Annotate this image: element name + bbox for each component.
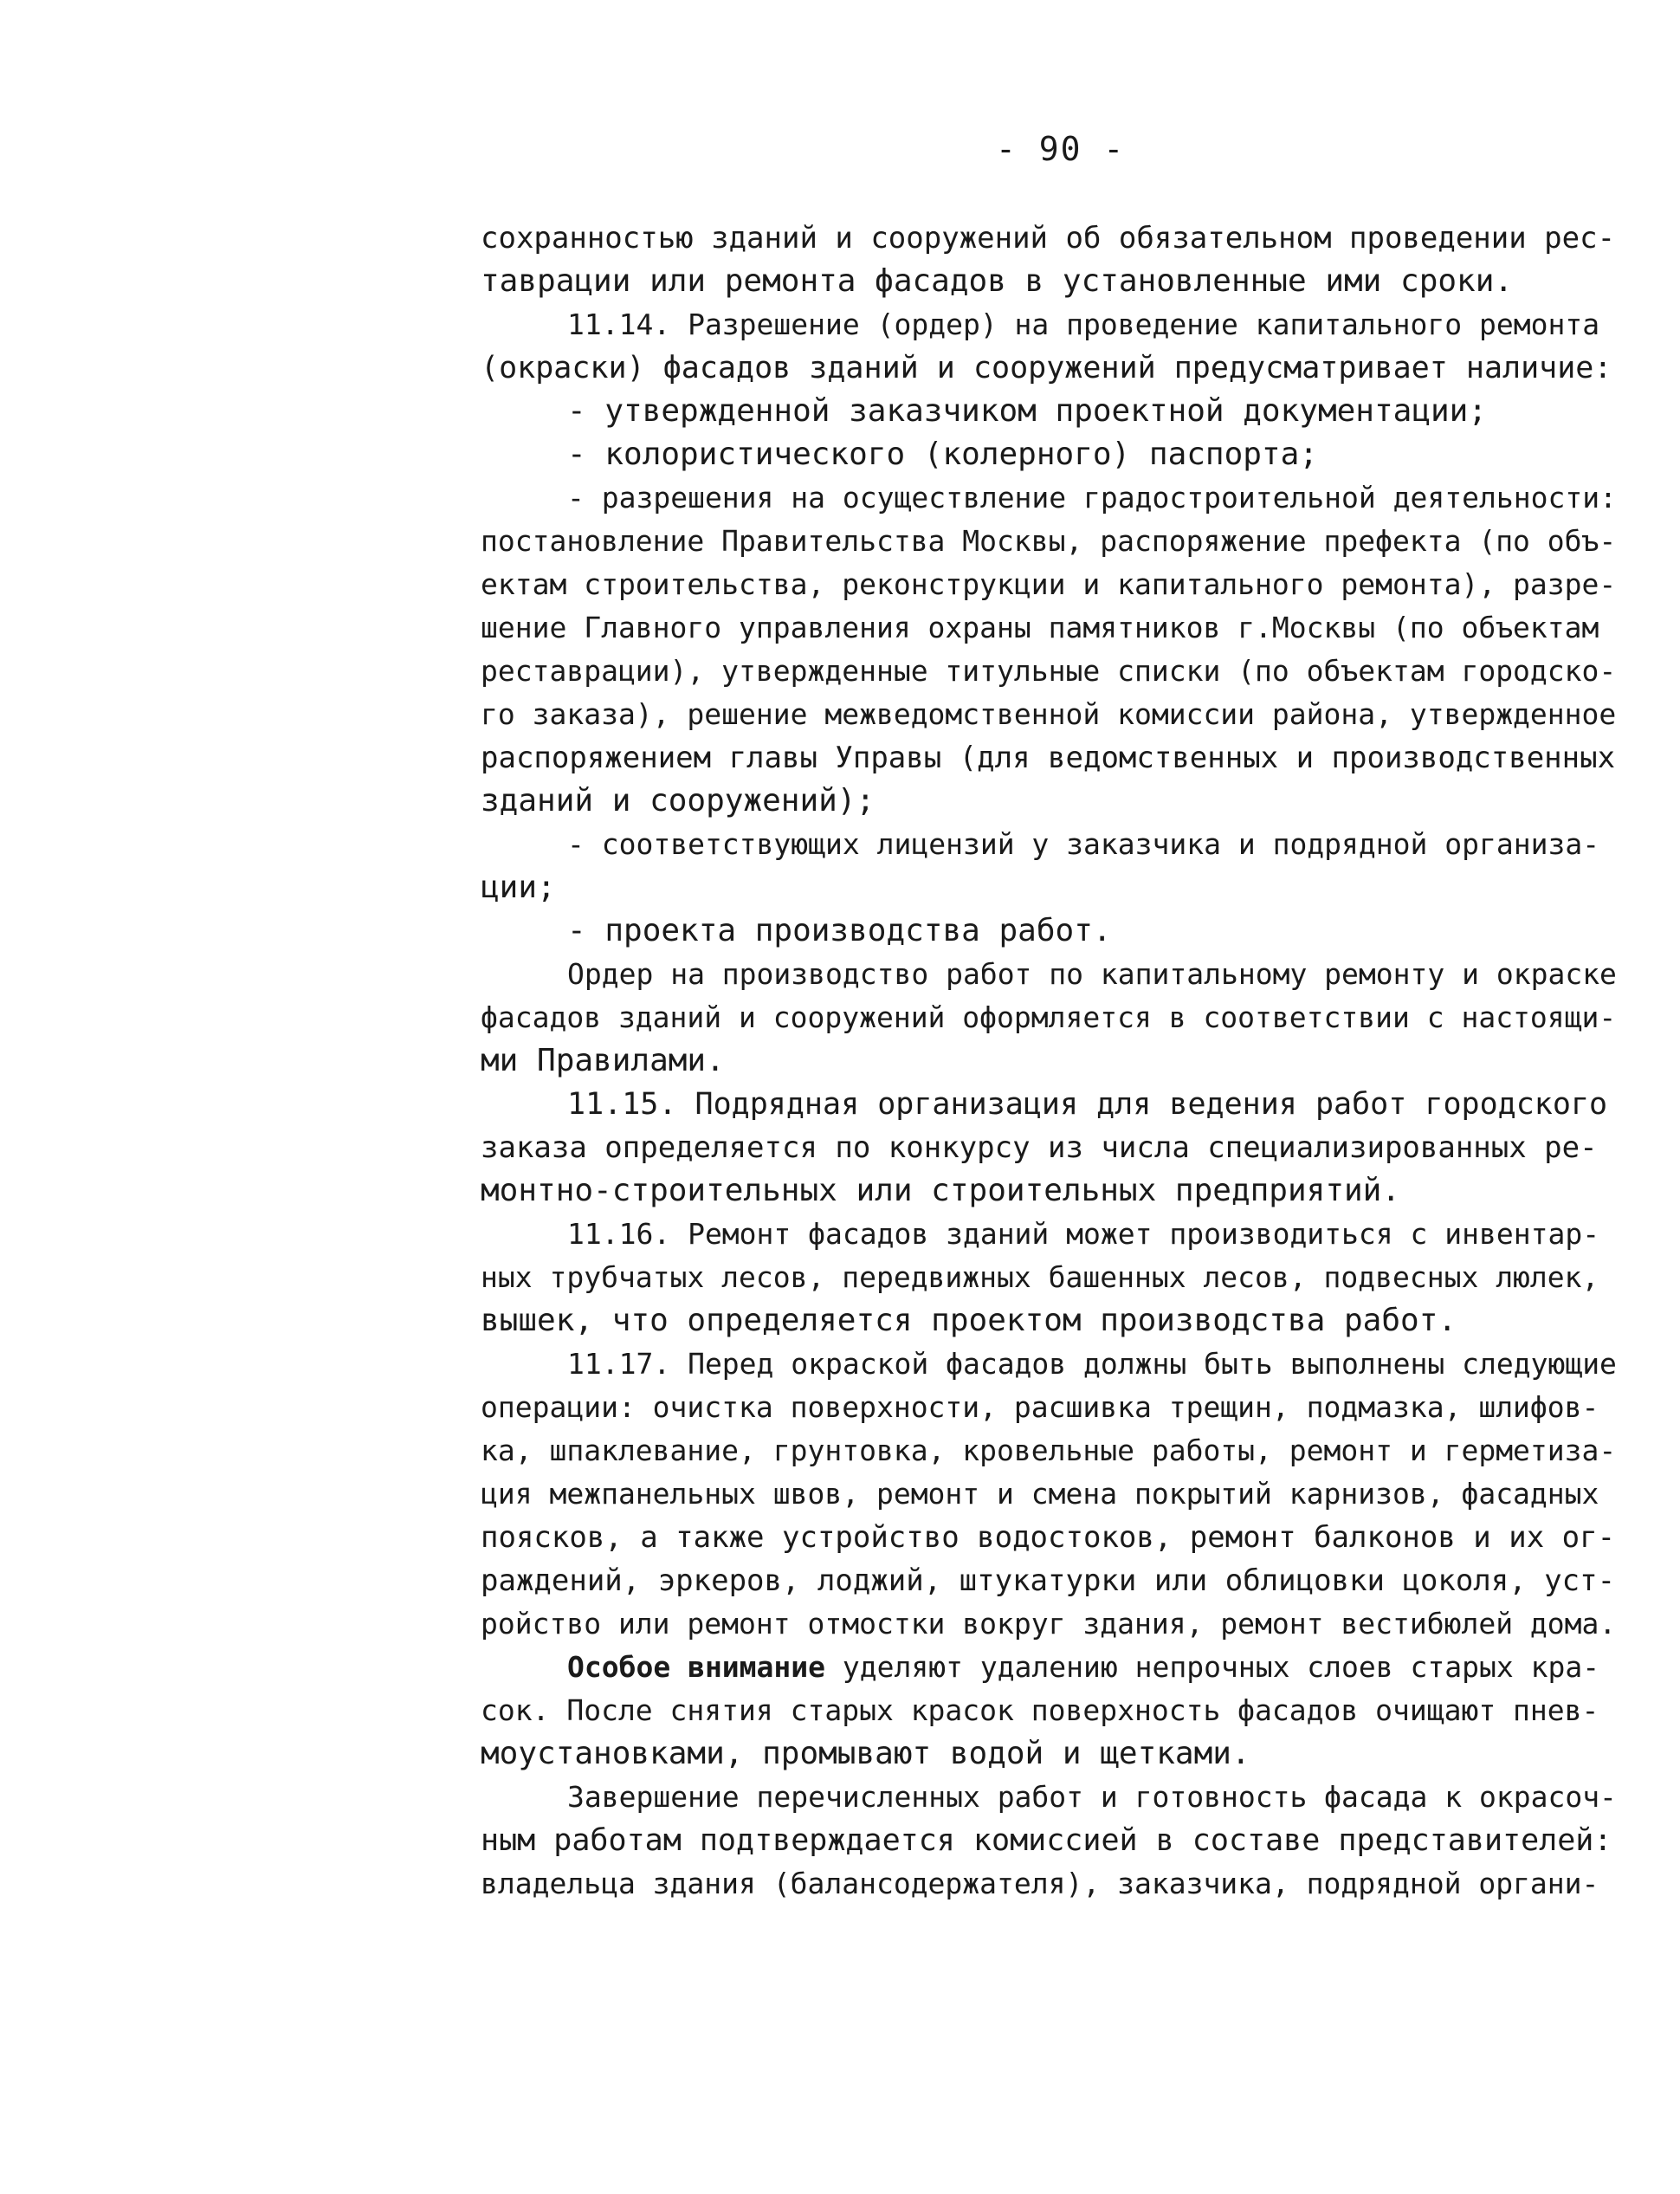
text-line: 11.16. Ремонт фасадов зданий может производиться с инвентар- xyxy=(567,1217,1600,1251)
text-line: го заказа), решение межведомственной комиссии района, утвержденное xyxy=(481,697,1617,731)
text-line: моустановками, промывают водой и щетками. xyxy=(481,1736,1250,1771)
text-line: таврации или ремонта фасадов в установленные ими сроки. xyxy=(481,263,1514,299)
text-line: 11.14. Разрешение (ордер) на проведение капитального ремонта xyxy=(567,307,1600,341)
text-line: ройство или ремонт отмостки вокруг здания, ремонт вестибюлей дома. xyxy=(481,1607,1617,1641)
text-line: ектам строительства, реконструкции и капитального ремонта), разре- xyxy=(481,567,1617,601)
emphasis-text: Особое внимание xyxy=(567,1650,826,1684)
text-line: заказа определяется по конкурсу из числа специализированных ре- xyxy=(481,1130,1598,1165)
text-line: - проекта производства работ. xyxy=(567,913,1112,948)
text-line: монтно-строительных или строительных предприятий. xyxy=(481,1173,1401,1208)
text-line: ка, шпаклевание, грунтовка, кровельные работы, ремонт и герметиза- xyxy=(481,1434,1617,1467)
text-line: - разрешения на осуществление градостроительной деятельности: xyxy=(567,481,1617,515)
text-line: 11.15. Подрядная организация для ведения работ городского xyxy=(567,1087,1608,1122)
text-line: раждений, эркеров, лоджий, штукатурки или облицовки цоколя, уст- xyxy=(481,1563,1616,1598)
text-line: шение Главного управления охраны памятников г.Москвы (по объектам xyxy=(481,611,1599,644)
text-line: ция межпанельных швов, ремонт и смена покрытий карнизов, фасадных xyxy=(481,1477,1599,1511)
text-line: ции; xyxy=(481,870,556,905)
text-line: (окраски) фасадов зданий и сооружений предусматривает наличие: xyxy=(481,351,1612,385)
text-line: фасадов зданий и сооружений оформляется в соответствии с настоящи- xyxy=(481,1000,1617,1034)
text-line: - колористического (колерного) паспорта; xyxy=(567,437,1318,472)
text-line: - соответствующих лицензий у заказчика и подрядной организа- xyxy=(567,827,1600,861)
text-line: поясков, а также устройство водостоков, ремонт балконов и их ог- xyxy=(481,1520,1616,1555)
text-line: ных трубчатых лесов, передвижных башенных лесов, подвесных люлек, xyxy=(481,1260,1599,1294)
text-line: вышек, что определяется проектом производства работ. xyxy=(481,1303,1457,1338)
text-line: владельца здания (балансодержателя), заказчика, подрядной органи- xyxy=(481,1867,1599,1900)
text-line: Завершение перечисленных работ и готовность фасада к окрасоч- xyxy=(567,1780,1617,1814)
text-line xyxy=(481,1646,1624,1689)
page-number: - 90 - xyxy=(996,130,1126,168)
text-line: постановление Правительства Москвы, распоряжение префекта (по объ- xyxy=(481,524,1617,558)
text-line: Ордер на производство работ по капитальному ремонту и окраске xyxy=(567,957,1617,991)
text-line: 11.17. Перед окраской фасадов должны быть выполнены следующие xyxy=(567,1347,1617,1381)
text-line: - утвержденной заказчиком проектной документации; xyxy=(567,393,1488,429)
body-text xyxy=(481,217,1624,1906)
text-line: сохранностью зданий и сооружений об обязательном проведении рес- xyxy=(481,221,1616,256)
text-line: зданий и сооружений); xyxy=(481,783,876,819)
text-line: операции: очистка поверхности, расшивка трещин, подмазка, шлифов- xyxy=(481,1390,1599,1424)
text-line: ми Правилами. xyxy=(481,1043,725,1078)
line-rest-text: уделяют удалению непрочных слоев старых кра- xyxy=(825,1650,1600,1684)
text-line: ным работам подтверждается комиссией в составе представителей: xyxy=(481,1823,1612,1858)
text-line: распоряжением главы Управы (для ведомственных и производственных xyxy=(481,741,1616,775)
text-line: реставрации), утвержденные титульные списки (по объектам городско- xyxy=(481,654,1617,688)
text-line: сок. После снятия старых красок поверхность фасадов очищают пнев- xyxy=(481,1693,1599,1727)
